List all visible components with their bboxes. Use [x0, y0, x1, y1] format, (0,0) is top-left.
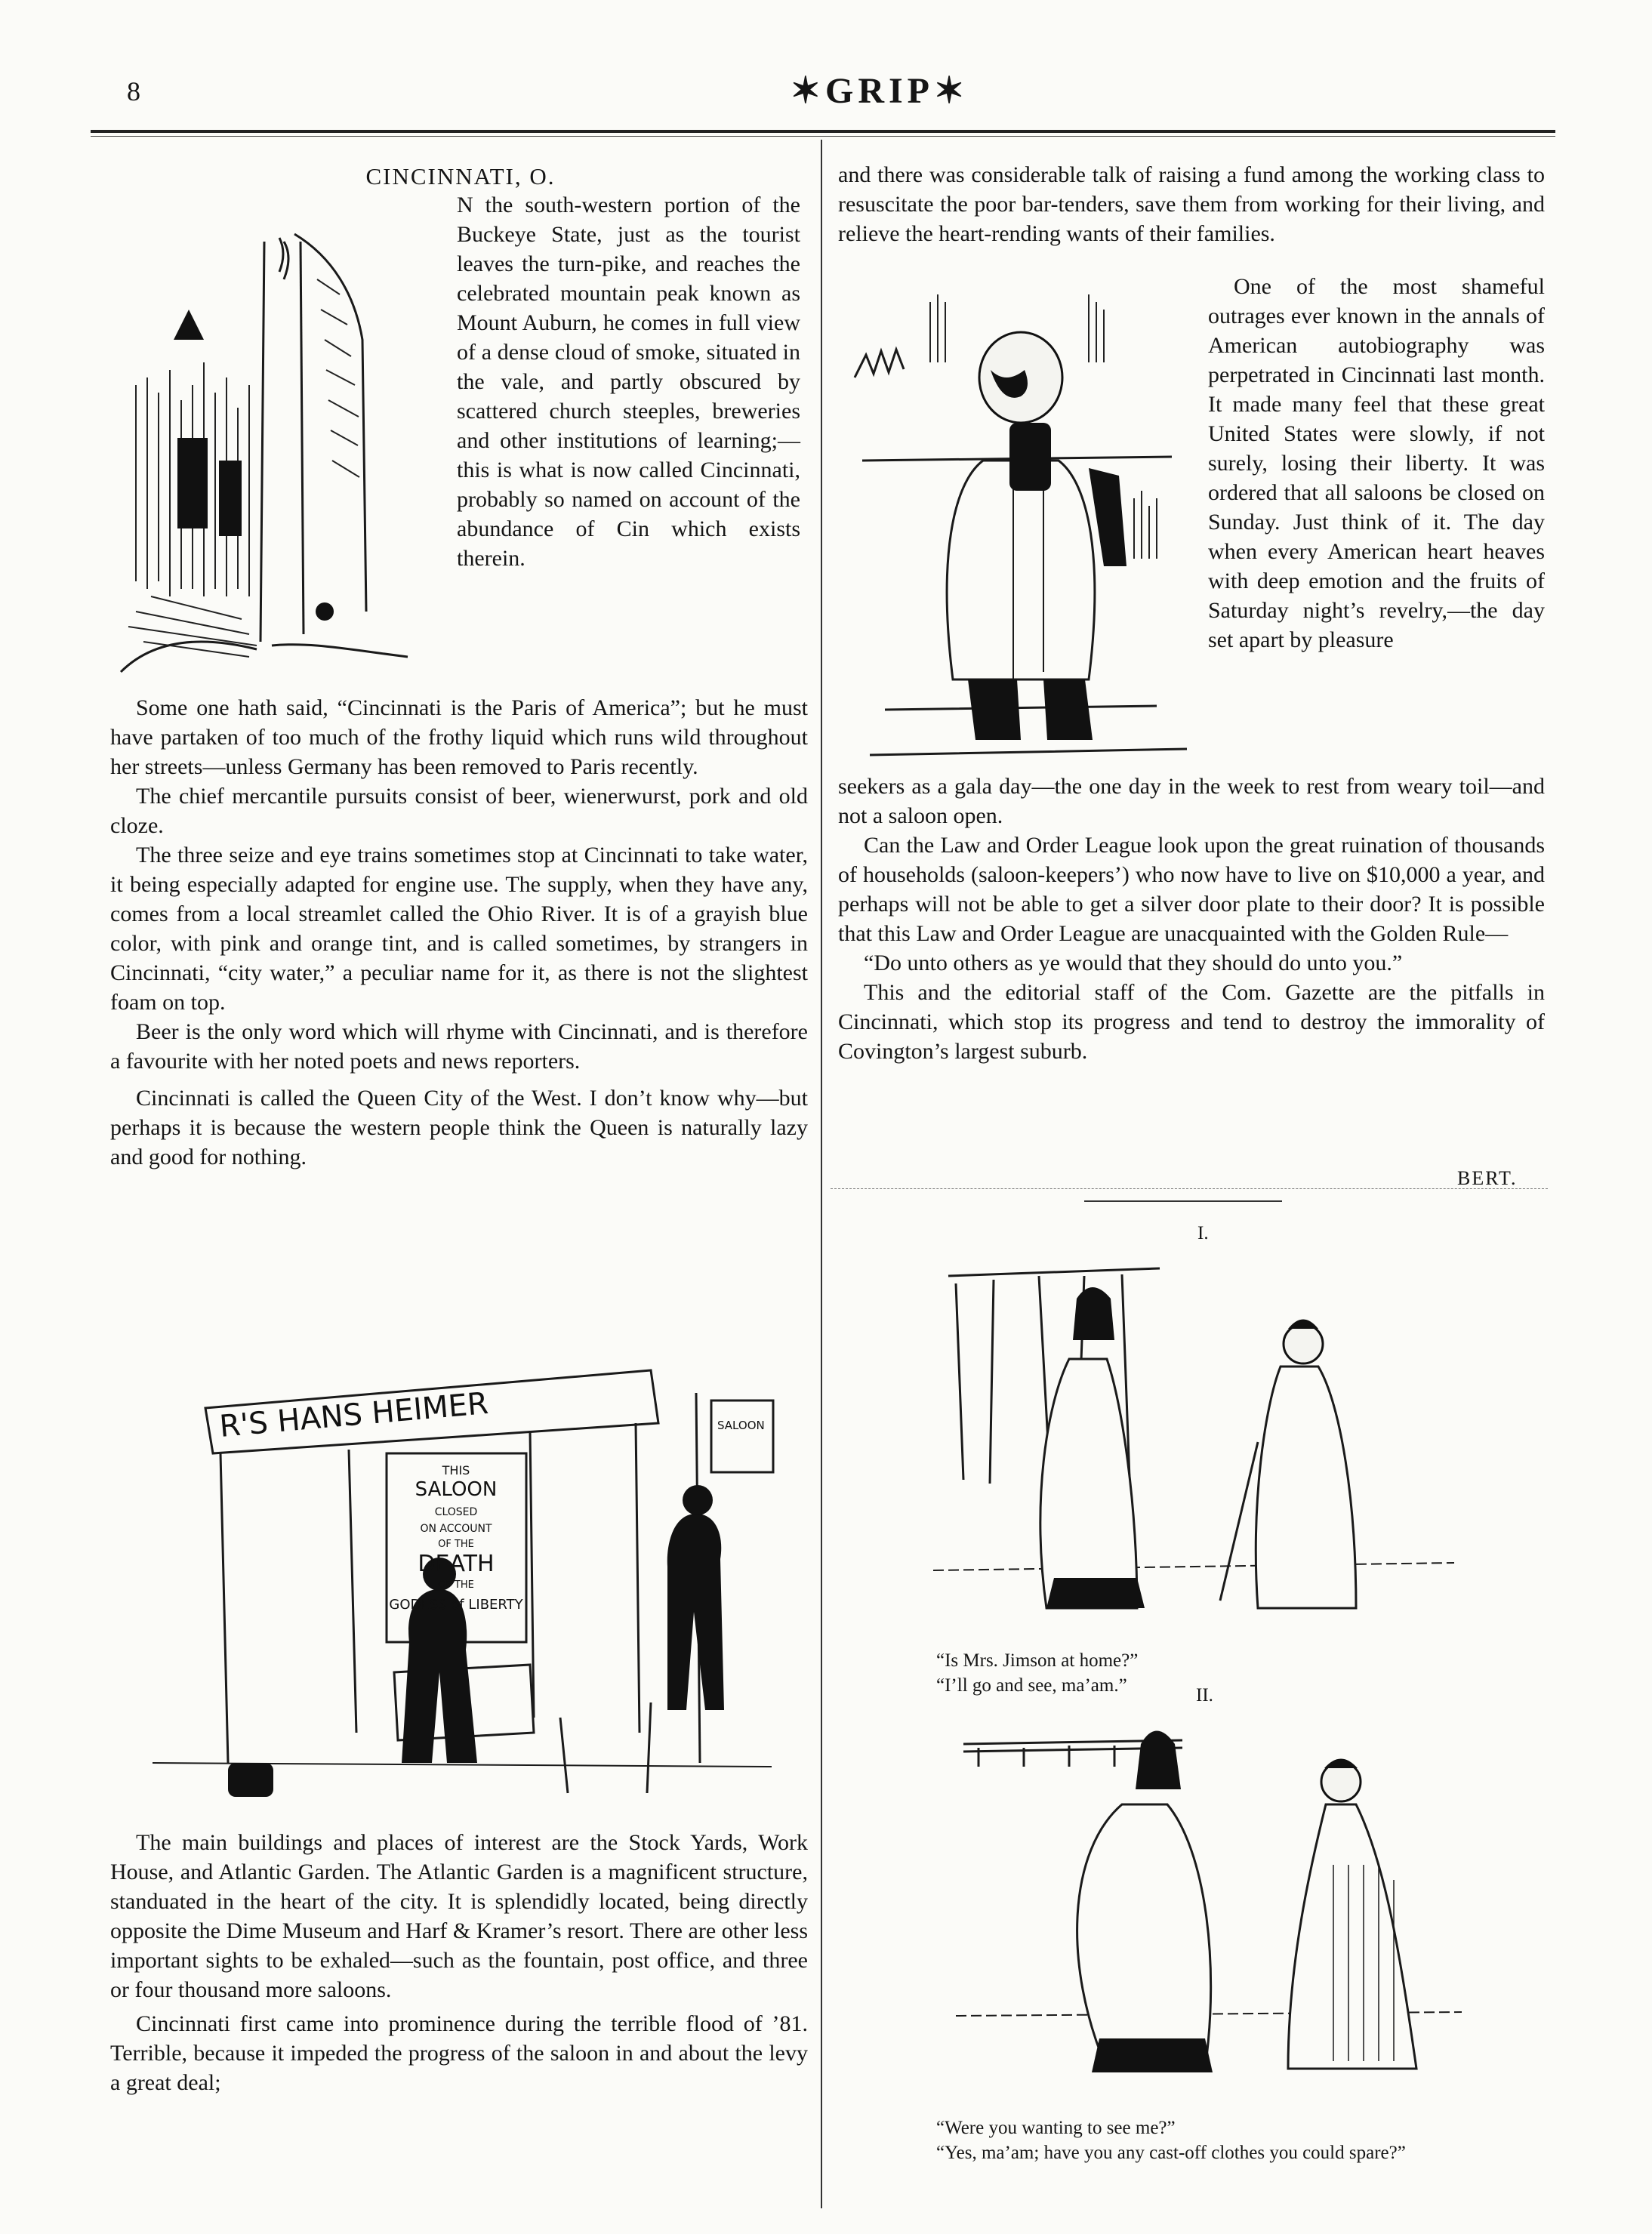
placard-line: OF THE: [438, 1539, 474, 1550]
header-rule: [91, 130, 1555, 133]
paragraph: Cincinnati is called the Queen City of the West. I don’t know why—but perhaps it is because the western people think the Queen is naturally lazy and good for nothing.: [110, 1086, 808, 1169]
left-column-lower: [110, 1828, 808, 2097]
placard-line: GODESS of LIBERTY: [389, 1597, 523, 1613]
storefront-sign: R'S HANS HEIMER: [217, 1386, 490, 1444]
section-break: [831, 1188, 1548, 1189]
paragraph: “Do unto others as ye would that they should do unto you.”: [864, 951, 1403, 975]
paragraph: The chief mercantile pursuits consist of beer, wienerwurst, pork and old cloze.: [110, 784, 808, 838]
caption-line: “I’ll go and see, ma’am.”: [936, 1675, 1127, 1696]
caption-line: “Yes, ma’am; have you any cast-off clothes you could spare?”: [936, 2143, 1406, 2163]
paragraph: Beer is the only word which will rhyme with Cincinnati, and is therefore a favourite with her noted poets and news reporters.: [110, 1019, 808, 1074]
right-wrapped-text: [1208, 272, 1545, 655]
placard-line: SALOON: [415, 1478, 498, 1501]
caption-line: “Were you wanting to see me?”: [936, 2118, 1176, 2138]
paragraph: The main buildings and places of interest are the Stock Yards, Work House, and Atlantic Garden. The Atlantic Garden is a magnificent structure, standuated in the heart of the city. It is splendidly located, being directly opposite the Dime Museum and Harf & Kramer’s resort. There are other less important sights to be exhaled—such as the fountain, post office, and three or four thousand more saloons.: [110, 1830, 808, 2002]
column-divider: [821, 140, 822, 2208]
placard-line: THIS: [442, 1463, 470, 1478]
saloon-closed-illustration: [107, 1340, 809, 1808]
paragraph: One of the most shameful outrages ever known in the annals of American autobiography was perpetrated in Cincinnati last month. It made many feel that these great United States were slowly, if not surely, losing their liberty. It was ordered that all saloons be closed on Sunday. Just think of it. The day when every American heart heaves with deep emotion and the fruits of Saturday night’s revelry,—the day set apart by pleasure: [1208, 274, 1545, 652]
panel-2-caption: [936, 2115, 1540, 2165]
left-column-body: [110, 693, 808, 1172]
placard-line: OF THE: [438, 1579, 474, 1591]
placard-line: CLOSED: [434, 1506, 478, 1518]
author-signature: BERT.: [1457, 1167, 1518, 1189]
placard-line: DEATH: [418, 1551, 495, 1577]
right-column-body: [838, 772, 1545, 1066]
paragraph: seekers as a gala day—the one day in the week to rest from weary toil—and not a saloon open.: [838, 774, 1545, 828]
masthead: ✶GRIP✶: [790, 71, 969, 111]
cartoon-panel-2: [933, 1714, 1477, 2091]
caption-line: “Is Mrs. Jimson at home?”: [936, 1650, 1139, 1671]
dropcap-illustration: [106, 189, 438, 687]
paragraph: The three seize and eye trains sometimes stop at Cincinnati to take water, it being especially adapted for engine use. The supply, when they have any, comes from a local streamlet called the Ohio River. It is of a grayish blue color, with pink and orange tint, and is called sometimes, by strangers in Cincinnati, “city water,” a peculiar name for it, as there is not the slightest foam on top.: [110, 843, 808, 1015]
right-column-continuation: [838, 160, 1545, 248]
article-headline: CINCINNATI, O.: [365, 163, 556, 190]
cartoon-panel-1: [933, 1253, 1462, 1631]
paragraph: Cincinnati first came into prominence during the terrible flood of ’81. Terrible, because it impeded the progress of the saloon in and about the levy a great deal;: [110, 2011, 808, 2095]
bartender-illustration: [840, 287, 1202, 770]
placard-line: ON ACCOUNT: [420, 1523, 492, 1535]
panel-1-label: I.: [1197, 1223, 1209, 1243]
paragraph: Some one hath said, “Cincinnati is the Paris of America”; but he must have partaken of too much of the frothy liquid which runs wild throughout her streets—unless Germany has been removed to Paris recently.: [110, 695, 808, 779]
side-sign: SALOON: [717, 1419, 765, 1432]
paragraph: Can the Law and Order League look upon the great ruination of thousands of households (saloon-keepers’) who now have to live on $10,000 a year, and perhaps will not be able to get a silver door plate to their door? It is possible that this Law and Order League are unacquainted with the Golden Rule—: [838, 833, 1545, 946]
page-number: 8: [127, 76, 140, 106]
paragraph: This and the editorial staff of the Com. Gazette are the pitfalls in Cincinnati, which stop its progress and tend to destroy the immorality of Covington’s largest suburb.: [838, 980, 1545, 1064]
section-rule: [1084, 1200, 1282, 1202]
panel-2-label: II.: [1196, 1685, 1213, 1706]
paragraph: and there was considerable talk of raising a fund among the working class to resuscitate the poor bar-tenders, save them from working for their living, and relieve the heart-rending wants of their families.: [838, 162, 1545, 246]
header-rule-thin: [91, 136, 1555, 137]
intro-wrapped-text: N the south-western portion of the Buckeye State, just as the tourist leaves the turn-pike, and reaches the celebrated mountain peak known as Mount Auburn, he comes in full view of a dense cloud of smoke, situated in the vale, and partly obscured by scattered church steeples, breweries and other institutions of learning;—this is what is now called Cincinnati, probably so named on account of the abundance of Cin which exists therein.: [457, 193, 800, 571]
